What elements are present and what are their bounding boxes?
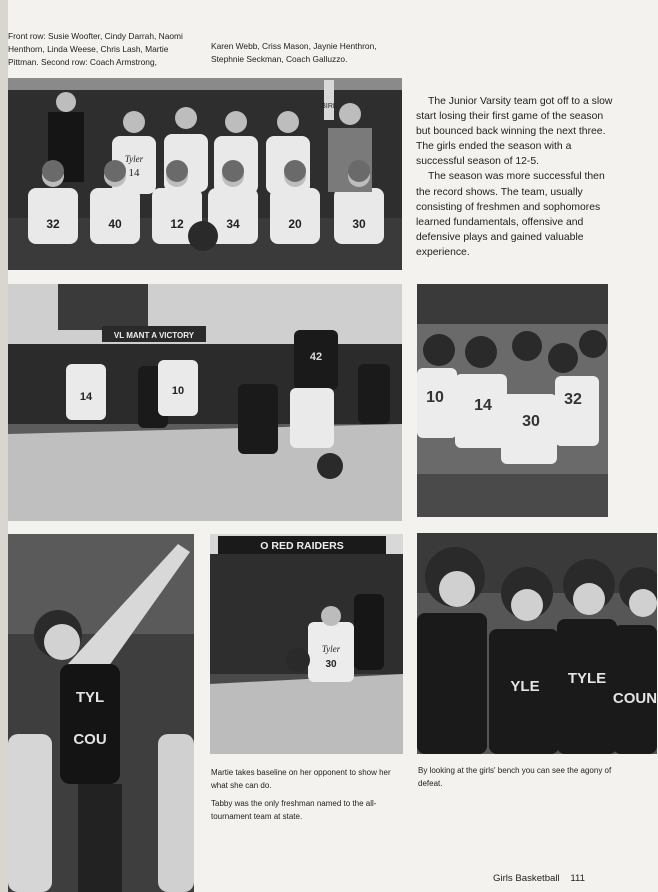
huddle-number: 30 [522, 413, 540, 430]
tabby-caption: Tabby was the only freshman named to the all-tournament team at state. [211, 799, 377, 821]
game-number: 30 [325, 659, 337, 670]
huddle-number: 14 [474, 397, 492, 414]
team-number: 12 [170, 217, 184, 231]
huddle-number: 32 [564, 391, 582, 408]
article-paragraph: The Junior Varsity team got off to a slow start losing their first game of the season but bounced back winning the next three. The girls ended the season with a successful season of 12-5. [416, 96, 613, 168]
article-paragraph: The season was more successful then the record shows. The team, usually consisting of freshmen and sophomores learned fundamentals, offensive and defensive plays and gained valuable experience. [416, 171, 605, 258]
section-label: Girls Basketball [493, 873, 560, 884]
game-banner: O RED RAIDERS [260, 540, 344, 552]
team-number: 40 [108, 217, 122, 231]
huddle-number: 10 [426, 389, 444, 406]
team-number: 30 [352, 217, 366, 231]
bench-jersey: COUN [612, 690, 657, 707]
team-caption-left: Front row: Susie Woofter, Cindy Darrah, Naomi Henthorn, Linda Weese, Chris Lash, Martie Pittman. Second row: Coach Armstrong, [8, 31, 183, 67]
shooter-jersey-2: COU [73, 731, 107, 748]
team-number: 32 [46, 217, 60, 231]
huddle-photo [417, 284, 608, 517]
bench-jersey: TYLE [567, 670, 607, 687]
shooter-photo [8, 534, 194, 892]
page-spine [0, 0, 8, 892]
action-number: 42 [309, 351, 323, 363]
game-photo [210, 534, 403, 754]
team-number: 34 [226, 217, 240, 231]
shooter-jersey: TYL [75, 689, 105, 706]
bench-photo [417, 533, 657, 754]
page-number: 111 [570, 873, 585, 884]
team-photo [8, 78, 402, 270]
team-banner: BIRL [321, 103, 337, 110]
martie-caption: Martie takes baseline on her opponent to show her what she can do. [211, 768, 391, 790]
team-back-number: 14 [128, 167, 140, 179]
team-number: 20 [288, 217, 302, 231]
game-jersey-word: Tyler [321, 644, 341, 654]
page-footer [493, 873, 593, 884]
action-banner: VL MANT A VICTORY [113, 331, 195, 340]
team-caption-right: Karen Webb, Criss Mason, Jaynie Henthron, Stephnie Seckman, Coach Galluzzo. [211, 41, 377, 64]
action-number: 10 [171, 385, 185, 397]
action-number: 14 [79, 391, 93, 403]
team-jersey-word: Tyler [124, 154, 144, 164]
bench-jersey: YLE [510, 678, 540, 695]
article-body [416, 94, 614, 260]
bench-caption: By looking at the girls' bench you can see the agony of defeat. [418, 766, 612, 788]
action-photo [8, 284, 402, 521]
